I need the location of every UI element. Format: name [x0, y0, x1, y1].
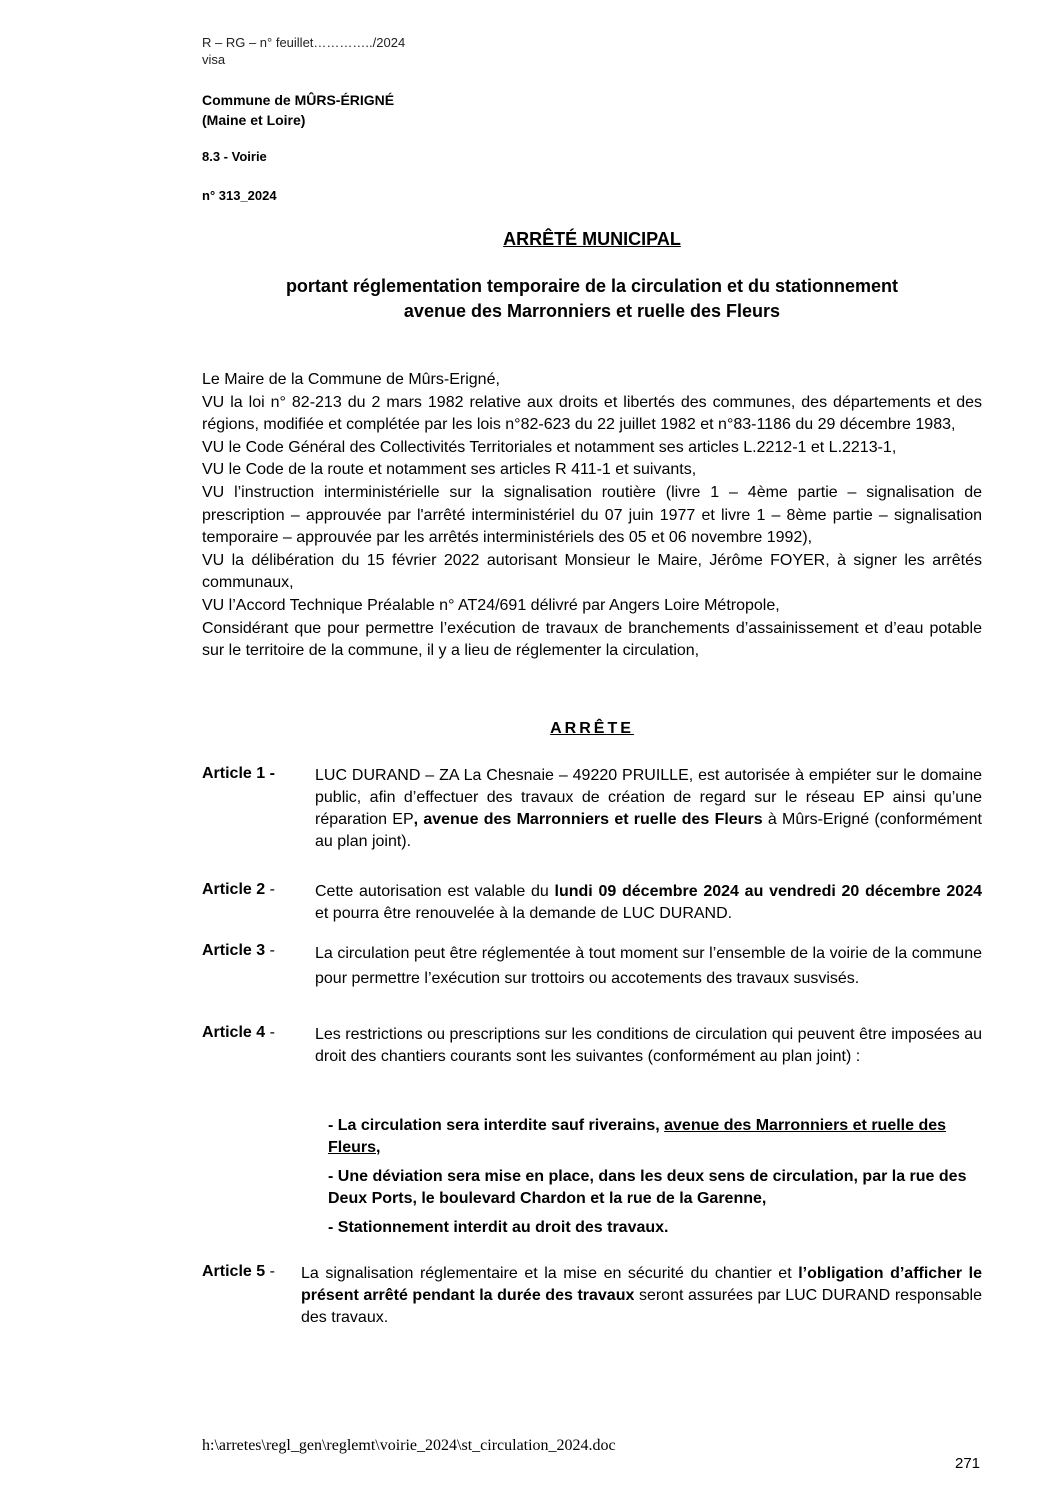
article-4-text: Les restrictions ou prescriptions sur les conditions de circulation qui peuvent être imposées au droit des chantiers courants sont les suivantes (conformément au plan joint) :: [315, 1026, 982, 1065]
category-label: 8.3 - Voirie: [202, 149, 267, 164]
article-2-label: Article 2 -: [202, 881, 275, 898]
arrete-heading: ARRÊTE: [550, 720, 634, 737]
prescription-1: - La circulation sera interdite sauf riverains, avenue des Marronniers et ruelle des Fleurs,: [328, 1117, 947, 1156]
article-3-label: Article 3 -: [202, 942, 275, 959]
preamble-vu-loi: VU la loi n° 82-213 du 2 mars 1982 relative aux droits et libertés des communes, des départements et des régions, modifiée et complétée par les lois n°82-623 du 22 juillet 1982 et n°83-1186 du 29 décembre 1983,: [202, 393, 982, 434]
article-4-label: Article 4 -: [202, 1024, 275, 1041]
preamble-vu-deliberation: VU la délibération du 15 février 2022 autorisant Monsieur le Maire, Jérôme FOYER, à signer les arrêtés communaux,: [202, 551, 982, 592]
article-1-label: Article 1 -: [202, 765, 275, 782]
preamble-vu-instruction: VU l’instruction interministérielle sur la signalisation routière (livre 1 – 4ème partie – signalisation de prescription – approuvée par l'arrêté interministériel du 07 juin 1977 et livre 1 – 8ème partie – signalisation temporaire – approuvée par les arrêtés interministériels des 05 et 06 novembre 1992),: [202, 483, 982, 547]
reference-block: [202, 34, 405, 68]
article-2-text: Cette autorisation est valable du lundi 09 décembre 2024 au vendredi 20 décembre 2024 et pourra être renouvelée à la demande de LUC DURAND.: [315, 883, 982, 922]
preamble: [202, 369, 982, 663]
article-3-text: La circulation peut être réglementée à tout moment sur l’ensemble de la voirie de la commune pour permettre l’exécution sur trottoirs ou accotements des travaux susvisés.: [315, 945, 982, 987]
sheet-reference: R – RG – n° feuillet…………../2024: [202, 35, 406, 50]
preamble-considerant: Considérant que pour permettre l’exécution de travaux de branchements d’assainissement et d’eau potable sur le territoire de la commune, il y a lieu de réglementer la circulation,: [202, 619, 982, 660]
article-5-text: La signalisation réglementaire et la mise en sécurité du chantier et l’obligation d’afficher le présent arrêté pendant la durée des travaux seront assurées par LUC DURAND responsable des travaux.: [301, 1265, 982, 1326]
preamble-vu-accord: VU l’Accord Technique Préalable n° AT24/691 délivré par Angers Loire Métropole,: [202, 596, 780, 614]
subtitle-line-1: portant réglementation temporaire de la circulation et du stationnement: [285, 276, 899, 296]
preamble-mayor: Le Maire de la Commune de Mûrs-Erigné,: [202, 371, 500, 388]
document-subtitle: [0, 274, 1058, 324]
file-path: h:\arretes\regl_gen\reglemt\voirie_2024\st_circulation_2024.doc: [202, 1437, 616, 1454]
page-number: 271: [955, 1455, 981, 1472]
article-5-label: Article 5 -: [202, 1263, 275, 1280]
subtitle-line-2: avenue des Marronniers et ruelle des Fleurs: [403, 301, 781, 321]
prescription-3: - Stationnement interdit au droit des travaux.: [328, 1219, 669, 1236]
document-title: ARRÊTÉ MUNICIPAL: [503, 229, 681, 249]
commune-name: Commune de MÛRS-ÉRIGNÉ: [202, 92, 395, 108]
article-1-text: LUC DURAND – ZA La Chesnaie – 49220 PRUILLE, est autorisée à empiéter sur le domaine public, afin d’effectuer des travaux de création de regard sur le réseau EP ainsi qu’une réparation EP, avenue des Marronniers et ruelle des Fleurs à Mûrs-Erigné (conformément au plan joint).: [315, 767, 982, 850]
preamble-vu-cgct: VU le Code Général des Collectivités Territoriales et notamment ses articles L.2212-1 et L.2213-1,: [202, 438, 897, 456]
preamble-vu-code-route: VU le Code de la route et notamment ses articles R 411-1 et suivants,: [202, 461, 697, 479]
prescription-2: - Une déviation sera mise en place, dans les deux sens de circulation, par la rue des Deux Ports, le boulevard Chardon et la rue de la Garenne,: [328, 1168, 967, 1207]
decree-number: n° 313_2024: [202, 188, 277, 203]
visa-label: visa: [202, 52, 226, 67]
commune-block: [202, 90, 394, 130]
department-name: (Maine et Loire): [202, 112, 306, 128]
